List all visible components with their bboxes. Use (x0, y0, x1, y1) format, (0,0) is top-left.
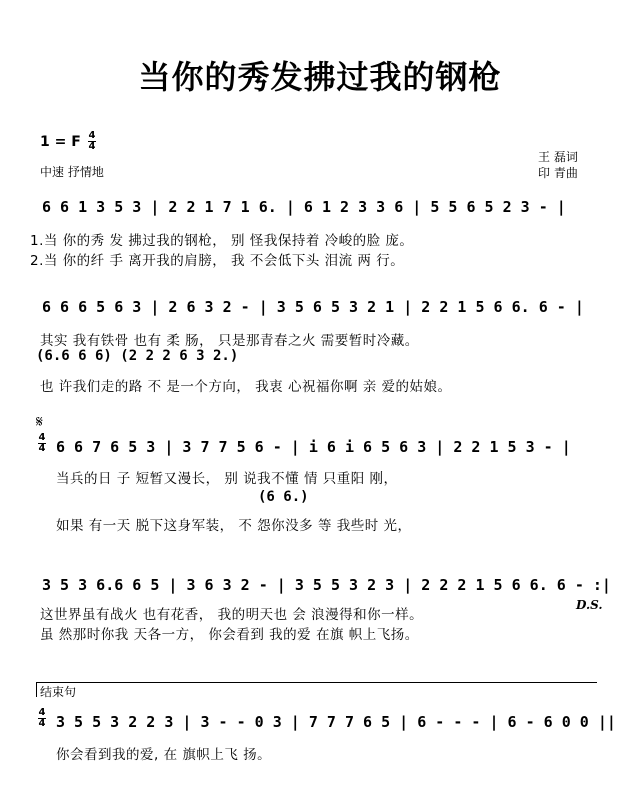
lyric-row-1-verse-1: 1.当 你的秀 发 拂过我的钢枪， 别 怪我保持着 冷峻的脸 庞。 (30, 233, 414, 249)
notation-row-2-sub: (6.6 6 6) (2 2 2 6 3 2.) (36, 348, 239, 364)
lyric-row-2-sub: 也 许我们走的路 不 是一个方向， 我衷 心祝福你啊 亲 爱的姑娘。 (40, 379, 452, 395)
notation-row-3: 6 6 7 6 5 3 | 3 7 7 5 6 - | i 6 i 6 5 6 3 | 2 2 1 5 3 - | (56, 438, 571, 456)
lyric-row-1-verse-2: 2.当 你的纤 手 离开我的肩膀， 我 不会低下头 泪流 两 行。 (30, 253, 405, 269)
tempo-marking: 中速 抒情地 (40, 165, 104, 179)
composer-credit: 印 青曲 (538, 166, 578, 180)
lyric-row-4-verse-2: 虽 然那时你我 天各一方， 你会看到 我的爱 在旗 帜上飞扬。 (40, 627, 419, 643)
time-signature-row-5: 4 4 (38, 707, 46, 729)
lyric-row-3: 当兵的日 子 短暂又漫长， 别 说我不懂 情 只重阳 刚， (56, 471, 398, 487)
notation-row-3-sub: (6 6.) (258, 489, 309, 505)
time-signature-row-3: 4 4 (38, 432, 46, 454)
ds-marking: D.S. (576, 598, 603, 612)
lyric-row-3-sub: 如果 有一天 脱下这身军装， 不 怨你没多 等 我些时 光， (56, 518, 412, 534)
lyricist-credit: 王 磊词 (538, 150, 578, 164)
time-signature-numerator: 4 (88, 130, 96, 141)
lyric-row-2: 其实 我有铁骨 也有 柔 肠， 只是那青春之火 需要暂时冷藏。 (40, 333, 419, 349)
notation-row-4: 3 5 3 6.6 6 5 | 3 6 3 2 - | 3 5 5 3 2 3 | 2 2 2 1 5 6 6. 6 - :| (42, 576, 611, 594)
notation-row-2: 6 6 6 5 6 3 | 2 6 3 2 - | 3 5 6 5 3 2 1 | 2 2 1 5 6 6. 6 - | (42, 298, 584, 316)
time-signature (88, 131, 96, 152)
notation-row-5: 3 5 5 3 2 2 3 | 3 - - 0 3 | 7 7 7 6 5 | 6 - - - | 6 - 6 0 0 || (56, 713, 616, 731)
ending-bracket (36, 682, 597, 697)
key-signature: 1 = F (40, 134, 81, 150)
lyric-row-5: 你会看到我的爱, 在 旗帜上飞 扬。 (56, 747, 272, 763)
lyric-row-4-verse-1: 这世界虽有战火 也有花香， 我的明天也 会 浪漫得和你一样。 (40, 607, 424, 623)
ending-label: 结束句 (40, 685, 77, 699)
time-signature-denominator: 4 (88, 141, 96, 152)
page-title: 当你的秀发拂过我的钢枪 (138, 58, 502, 96)
segno-sign: 𝄋 (36, 412, 43, 431)
notation-row-1: 6 6 1 3 5 3 | 2 2 1 7 1 6. | 6 1 2 3 3 6 | 5 5 6 5 2 3 - | (42, 198, 566, 216)
